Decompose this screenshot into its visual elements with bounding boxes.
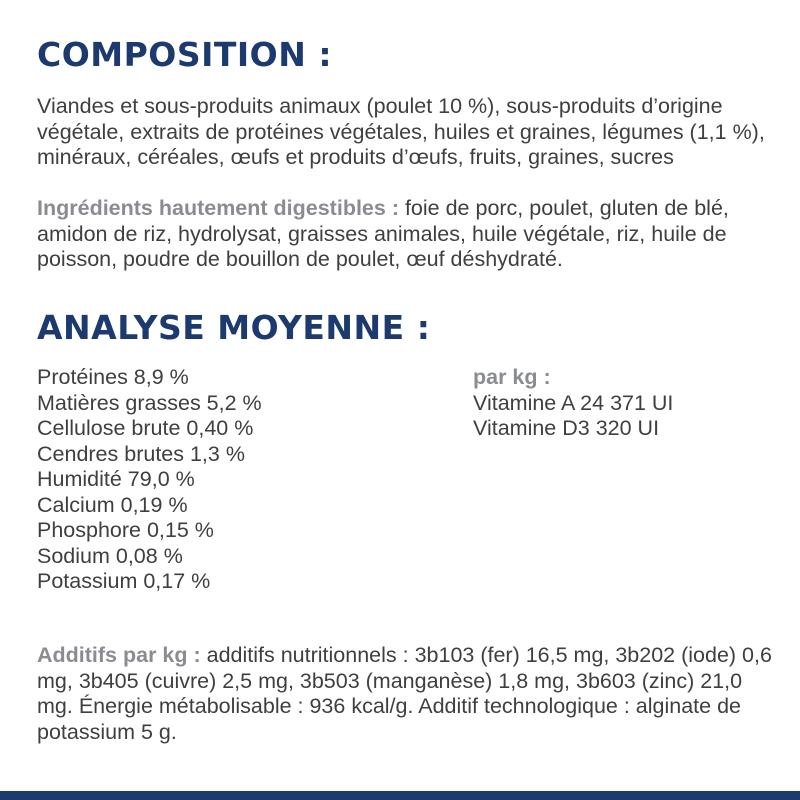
additives-body: additifs nutritionnels : 3b103 (fer) 16,5 mg, 3b202 (iode) 0,6 mg, 3b405 (cuivre) 2,5 mg, 3b503 (manganèse) 1,8 mg, 3b603 (zinc) 21,0 mg. Énergie métabolisable : 936 kcal/g. Additif technologique : alginate de potassium 5 g.	[37, 643, 772, 744]
additives-label: Additifs par kg :	[37, 643, 201, 667]
analyse-heading: ANALYSE MOYENNE :	[37, 308, 431, 347]
analysis-item: Humidité 79,0 %	[37, 467, 195, 491]
analysis-item: Protéines 8,9 %	[37, 365, 189, 389]
analysis-item: Potassium 0,17 %	[37, 569, 211, 593]
vitamin-item: Vitamine A 24 371 UI	[473, 390, 674, 415]
analysis-item: Matières grasses 5,2 %	[37, 390, 262, 415]
composition-text: Viandes et sous-produits animaux (poulet 10 %), sous-produits d’origine végétale, extraits de protéines végétales, huiles et graines, légumes (1,1 %), minéraux, céréales, œufs et produits d’œufs, fruits, graines, sucres	[37, 94, 765, 169]
per-kg-label: par kg :	[473, 365, 551, 389]
vitamin-list	[473, 365, 673, 442]
analysis-item: Calcium 0,19 %	[37, 492, 188, 517]
digestible-ingredients-label: Ingrédients hautement digestibles :	[37, 196, 399, 220]
analysis-list	[37, 365, 262, 595]
analysis-item: Cendres brutes 1,3 %	[37, 441, 245, 466]
digestible-ingredients	[37, 196, 782, 273]
analysis-item: Cellulose brute 0,40 %	[37, 416, 254, 440]
digestible-ingredients-text: foie de porc, poulet, gluten de blé, amidon de riz, hydrolysat, graisses animales, huile végétale, riz, huile de poisson, poudre de bouillon de poulet, œuf déshydraté.	[37, 196, 729, 271]
bottom-bar	[0, 791, 800, 800]
additives-text	[37, 643, 782, 745]
analysis-item: Phosphore 0,15 %	[37, 518, 214, 542]
composition-heading: COMPOSITION :	[37, 35, 333, 74]
analysis-item: Sodium 0,08 %	[37, 543, 183, 568]
vitamin-item: Vitamine D3 320 UI	[473, 416, 660, 440]
